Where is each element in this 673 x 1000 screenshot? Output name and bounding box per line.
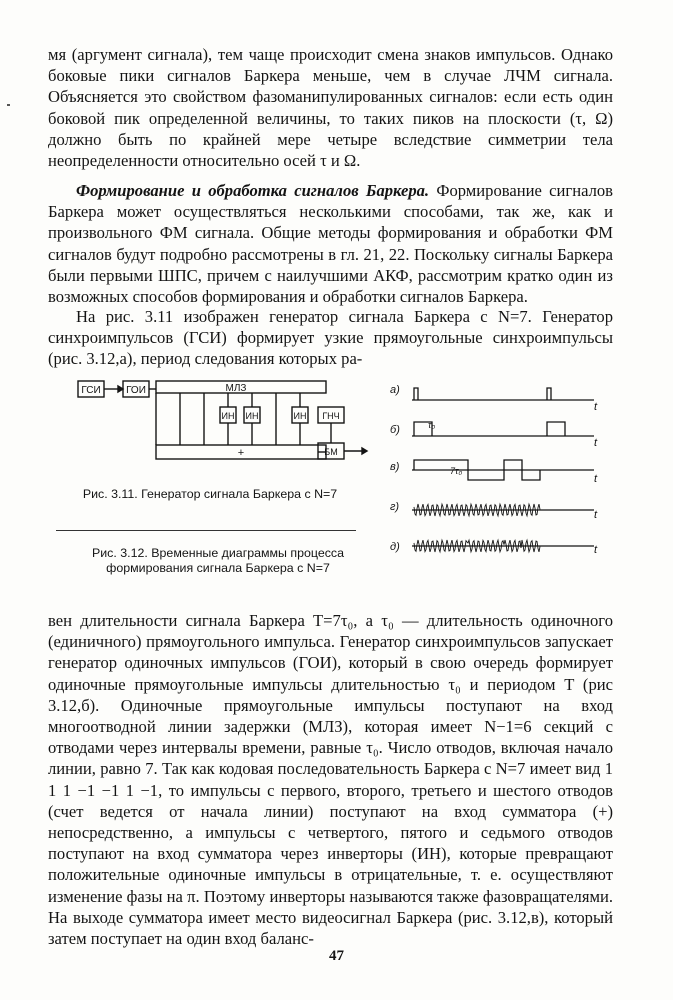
paragraph-2 bbox=[48, 180, 613, 307]
label-v: в) bbox=[390, 461, 400, 473]
single-pulses bbox=[414, 422, 565, 436]
gsi-label: ГСИ bbox=[81, 385, 101, 396]
bm-label: БМ bbox=[324, 447, 338, 457]
paragraph-1: мя (аргумент сигнала), тем чаще происходит смена знаков импульсов. Однако боковые пики сигналов Баркера меньше, чем в случае ЛЧМ сигнала. Объясняется это свойством фазоманипулированных сигналов: если есть один боковой пик определенной величины, то таких пиков на плоскости (τ, Ω) должно быть по крайней мере четыре вследствие симметрии тела неопределенности относительно осей τ и Ω. bbox=[48, 45, 613, 171]
sync-pulses bbox=[414, 388, 551, 400]
caption-divider bbox=[56, 530, 356, 531]
summator-label: + bbox=[237, 447, 245, 459]
axis-label-a: t bbox=[594, 401, 598, 413]
inverter-label: ИН bbox=[221, 411, 235, 421]
label-b: б) bbox=[390, 424, 400, 436]
label-g: г) bbox=[390, 501, 400, 513]
figure-3-12-timing bbox=[388, 370, 608, 570]
tau0-label: τ₀ bbox=[428, 420, 436, 430]
axis-label-b: t bbox=[594, 437, 598, 449]
paragraph-3: На рис. 3.11 изображен генератор сигнала Баркера с N=7. Генератор синхроимпульсов (ГСИ) формирует узкие прямоугольные синхроимпульсы (рис. 3.12,а), период следования которых ра- bbox=[48, 307, 613, 369]
axis-label-g: t bbox=[594, 509, 598, 521]
paragraph-2-body: Формирование сигналов Баркера может осуществляться несколькими способами, так же, как и произвольного ФМ сигнала. Общие методы формирования и обработки ФМ сигналов будут подробно рассмотрены в гл. 21, 22. Поскольку сигналы Баркера были первыми ШПС, причем с наилучшими АКФ, рассмотрим кратко один из возможных способов формирования и обработки сигналов Баркера. bbox=[48, 181, 614, 307]
section-heading: Формирование и обработка сигналов Баркера. bbox=[76, 181, 430, 200]
inverter-label: ИН bbox=[293, 411, 307, 421]
margin-mark bbox=[7, 104, 10, 106]
figures bbox=[48, 365, 613, 605]
axis-label-v: t bbox=[594, 473, 598, 485]
mlz-label: МЛЗ bbox=[225, 383, 247, 394]
label-d: д) bbox=[390, 541, 400, 553]
axis-label-d: t bbox=[594, 544, 598, 556]
period-label: 7τ₀ bbox=[450, 466, 463, 476]
inverter-label: ИН bbox=[245, 411, 259, 421]
page-number: 47 bbox=[329, 948, 344, 964]
goi-label: ГОИ bbox=[126, 385, 146, 396]
figure-3-12-caption: Рис. 3.12. Временные диаграммы процесса формирования сигнала Баркера с N=7 bbox=[92, 546, 344, 575]
paragraph-4: вен длительности сигнала Баркера T=7τ₀, а τ₀ — длительность одиночного (единичного) прямоугольного импульса. Генератор синхроимпульсов запускает генератор одиночных импульсов (ГОИ), который в свою очередь формирует одиночные прямоугольные импульсы длительностью τ₀ и периодом T (рис 3.12,б). Одиночные прямоугольные импульсы поступают на вход многоотводной линии задержки (МЛЗ), которая имеет N−1=6 секций с отводами через интервалы времени, равные τ₀. Число отводов, включая начало линии, равно 7. Так как кодовая последовательность Баркера с N=7 имеет вид 1 1 1 −1 −1 1 −1, то импульсы с первого, второго, третьего и шестого отводов (счет ведется от начала линии) поступают на вход сумматора (+) непосредственно, а импульсы с четвертого, пятого и седьмого отводов поступают на вход сумматора через инверторы (ИН), которые превращают положительные одиночные импульсы в отрицательные, т. е. осуществляют изменение фазы на π. Поэтому инверторы называются также фазовращателями. На выходе сумматора имеет место видеосигнал Баркера (рис. 3.12,в), который затем поступает на один вход баланс- bbox=[48, 611, 613, 949]
label-a: а) bbox=[390, 384, 400, 396]
gnch-label: ГНЧ bbox=[322, 411, 340, 421]
figure-3-11-diagram bbox=[76, 375, 376, 475]
figure-3-11-caption: Рис. 3.11. Генератор сигнала Баркера с N=7 bbox=[82, 487, 338, 501]
